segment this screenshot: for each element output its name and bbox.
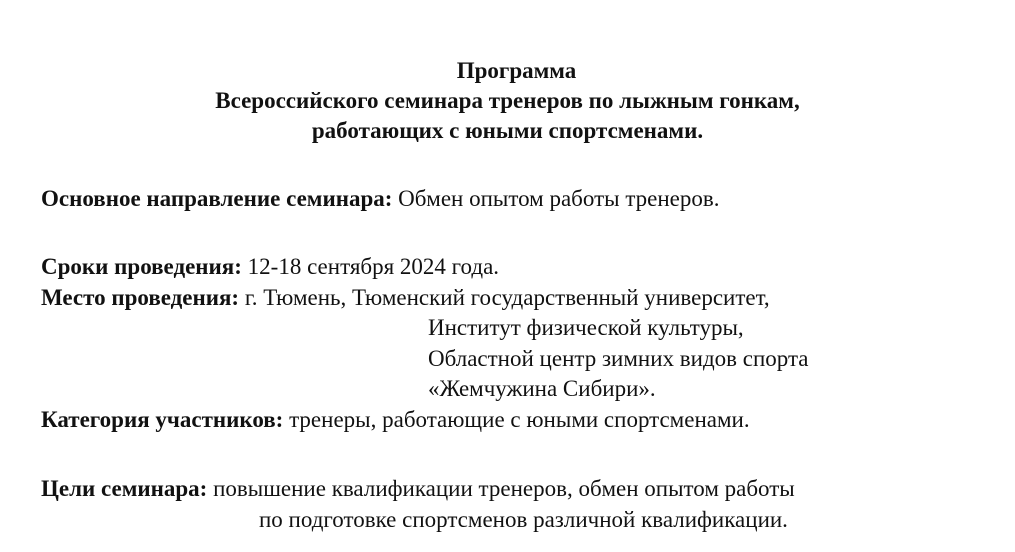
dates-value: 12-18 сентября 2024 года. <box>241 254 500 279</box>
goals-label: Цели семинара: <box>41 476 208 501</box>
place-continuation-1: Институт физической культуры, <box>428 315 744 340</box>
category-value: тренеры, работающие с юными спортсменами. <box>283 407 750 432</box>
place-continuation-3: «Жемчужина Сибири». <box>428 376 656 401</box>
direction-value: Обмен опытом работы тренеров. <box>392 186 720 211</box>
goals-continuation-1: по подготовке спортсменов различной квалификации. <box>259 507 788 532</box>
place-row <box>41 283 770 313</box>
category-row <box>41 405 750 435</box>
goals-row <box>41 474 795 504</box>
goals-value: повышение квалификации тренеров, обмен опытом работы <box>207 476 795 501</box>
direction-label: Основное направление семинара: <box>41 186 393 211</box>
dates-label: Сроки проведения: <box>41 254 242 279</box>
place-continuation-2: Областной центр зимних видов спорта <box>428 346 809 371</box>
title-line-2: Всероссийского семинара тренеров по лыжным гонкам, <box>215 88 800 113</box>
title-line-1: Программа <box>456 58 577 83</box>
dates-row <box>41 252 499 282</box>
title-line-3: работающих с юными спортсменами. <box>311 118 704 143</box>
direction-row <box>41 184 720 214</box>
category-label: Категория участников: <box>41 407 284 432</box>
document-title <box>0 56 1015 146</box>
place-value: г. Тюмень, Тюменский государственный университет, <box>239 285 770 310</box>
place-label: Место проведения: <box>41 285 240 310</box>
